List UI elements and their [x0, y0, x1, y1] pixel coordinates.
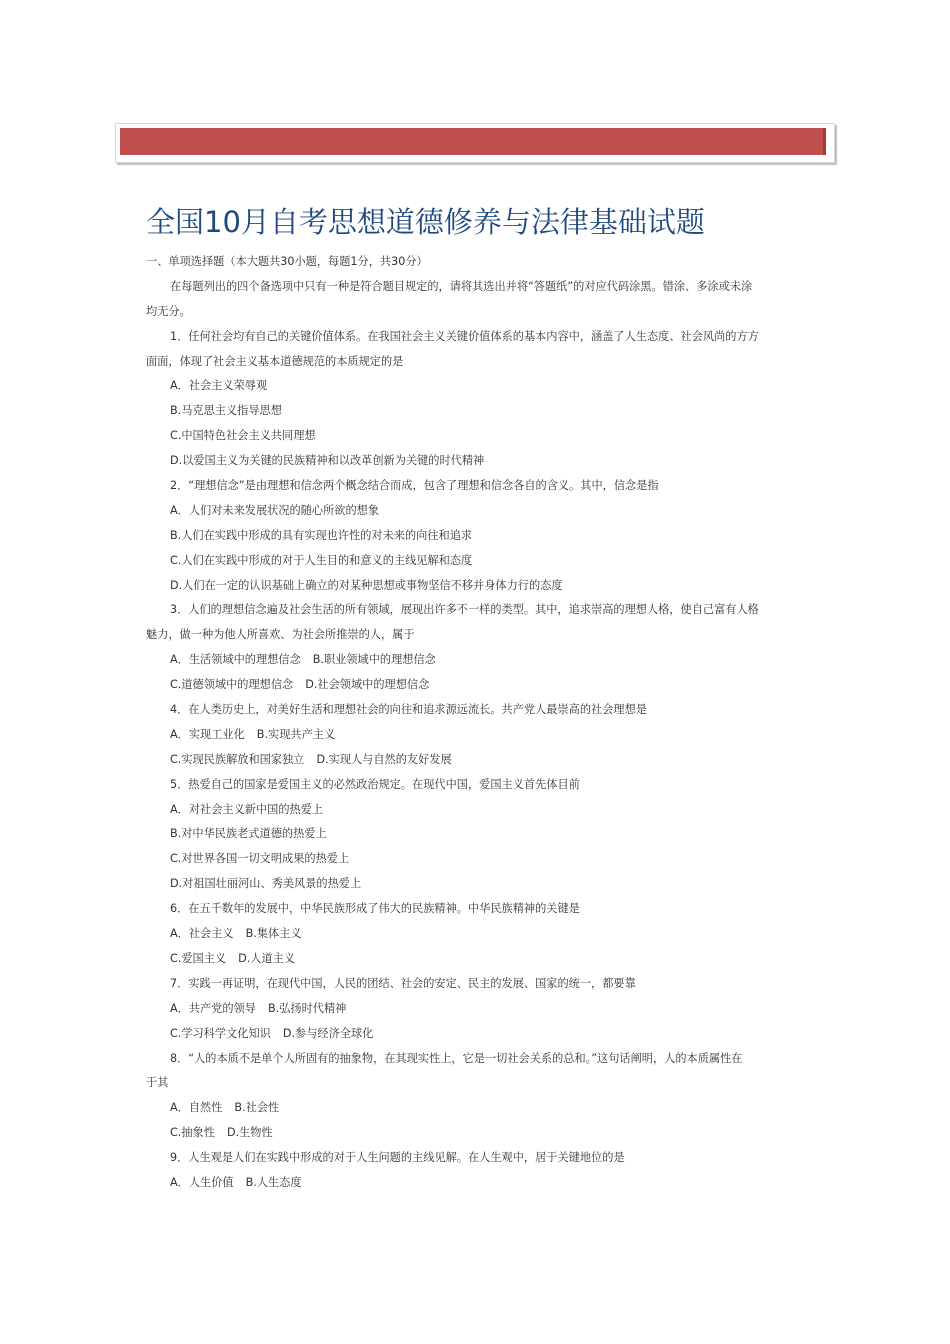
answer-option: A．社会主义 [170, 927, 234, 941]
question-stem: 5．热爱自己的国家是爱国主义的必然政治规定。在现代中国，爱国主义首先体目前 [170, 777, 580, 791]
question-stem: 8．“人的本质不是单个人所固有的抽象物，在其现实性上，它是一切社会关系的总和。”这句话阐明，人的本质属性在 [170, 1051, 743, 1065]
answer-option: D.以爱国主义为关键的民族精神和以改革创新为关键的时代精神 [170, 454, 485, 468]
answer-option: B.弘扬时代精神 [267, 1001, 347, 1015]
question-stem: 9．人生观是人们在实践中形成的对于人生问题的主线见解。在人生观中，居于关键地位的是 [170, 1151, 625, 1165]
answer-option: A．社会主义荣辱观 [170, 379, 268, 393]
option-row [146, 524, 806, 549]
answer-option: A．人们对未来发展状况的随心所欲的想象 [170, 503, 380, 517]
instructions-line: 均无分。 [146, 304, 191, 318]
question-stem: 魅力，做一种为他人所喜欢、为社会所推崇的人，属于 [146, 628, 415, 642]
option-row [146, 822, 806, 847]
answer-option: A．自然性 [170, 1101, 223, 1115]
question-stem: 6．在五千数年的发展中，中华民族形成了伟大的民族精神。中华民族精神的关键是 [170, 902, 580, 916]
answer-option: C.对世界各国一切文明成果的热爱上 [170, 852, 350, 866]
answer-option: C.实现民族解放和国家独立 [170, 752, 305, 766]
option-row [146, 549, 806, 574]
instructions-line: 在每题列出的四个备选项中只有一种是符合题目规定的，请将其选出并将“答题纸”的对应代码涂黑。错涂、多涂或未涂 [170, 279, 753, 293]
answer-option: B.马克思主义指导思想 [170, 404, 282, 418]
answer-option: B.人们在实践中形成的具有实现也许性的对未来的向往和追求 [170, 528, 473, 542]
question-stem: 于其 [146, 1076, 169, 1090]
option-row [146, 1096, 806, 1121]
answer-option: C.人们在实践中形成的对于人生目的和意义的主线见解和态度 [170, 553, 473, 567]
answer-option: A．人生价值 [170, 1175, 234, 1189]
question-stem: 1．任何社会均有自己的关键价值体系。在我国社会主义关键价值体系的基本内容中，涵盖了人生态度、社会风尚的方方 [170, 329, 759, 343]
option-row [146, 449, 806, 474]
option-row [146, 748, 806, 773]
answer-option: B.实现共产主义 [256, 727, 336, 741]
answer-option: D.人道主义 [238, 951, 296, 965]
option-row [146, 648, 806, 673]
answer-option: C.道德领域中的理想信念 [170, 678, 294, 692]
question-list [146, 250, 806, 1196]
option-row [146, 947, 806, 972]
question-stem: 2．“理想信念”是由理想和信念两个概念结合而成，包含了理想和信念各自的含义。其中，信念是指 [170, 479, 659, 493]
answer-option: C.中国特色社会主义共同理想 [170, 429, 316, 443]
question-stem: 面面，体现了社会主义基本道德规范的本质规定的是 [146, 354, 404, 368]
answer-option: D.人们在一定的认识基础上确立的对某种思想或事物坚信不移并身体力行的态度 [170, 578, 563, 592]
option-row [146, 499, 806, 524]
answer-option: A．生活领域中的理想信念 [170, 653, 301, 667]
option-row [146, 1121, 806, 1146]
option-row [146, 399, 806, 424]
option-row [146, 847, 806, 872]
header-banner [115, 123, 835, 163]
option-row [146, 574, 806, 599]
answer-option: D.社会领域中的理想信念 [305, 678, 430, 692]
option-row [146, 872, 806, 897]
option-row [146, 424, 806, 449]
option-row [146, 1171, 806, 1196]
option-row [146, 673, 806, 698]
answer-option: B.职业领域中的理想信念 [312, 653, 436, 667]
question-stem: 4．在人类历史上，对美好生活和理想社会的向往和追求源远流长。共产党人最崇高的社会理想是 [170, 703, 647, 717]
section-heading: 一、单项选择题（本大题共30小题，每题1分，共30分） [146, 255, 428, 268]
answer-option: D.实现人与自然的友好发展 [316, 752, 452, 766]
option-row [146, 922, 806, 947]
option-row [146, 997, 806, 1022]
page-title: 全国10月自考思想道德修养与法律基础试题 [146, 205, 705, 239]
answer-option: C.学习科学文化知识 [170, 1026, 271, 1040]
option-row [146, 723, 806, 748]
option-row [146, 1022, 806, 1047]
header-banner-fill [120, 128, 826, 155]
answer-option: D.对祖国壮丽河山、秀美风景的热爱上 [170, 877, 362, 891]
answer-option: A．共产党的领导 [170, 1001, 256, 1015]
option-row [146, 374, 806, 399]
answer-option: B.集体主义 [245, 927, 302, 941]
answer-option: D.生物性 [226, 1126, 273, 1140]
answer-option: A．实现工业化 [170, 727, 245, 741]
option-row [146, 798, 806, 823]
answer-option: C.抽象性 [170, 1126, 215, 1140]
answer-option: D.参与经济全球化 [282, 1026, 374, 1040]
question-stem: 7．实践一再证明，在现代中国，人民的团结、社会的安定、民主的发展、国家的统一，都要靠 [170, 976, 636, 990]
answer-option: A．对社会主义新中国的热爱上 [170, 802, 324, 816]
answer-option: C.爱国主义 [170, 951, 227, 965]
answer-option: B.社会性 [234, 1101, 280, 1115]
question-stem: 3．人们的理想信念遍及社会生活的所有领域，展现出许多不一样的类型。其中，追求崇高的理想人格，使自己富有人格 [170, 603, 759, 617]
answer-option: B.人生态度 [245, 1175, 302, 1189]
answer-option: B.对中华民族老式道德的热爱上 [170, 827, 327, 841]
